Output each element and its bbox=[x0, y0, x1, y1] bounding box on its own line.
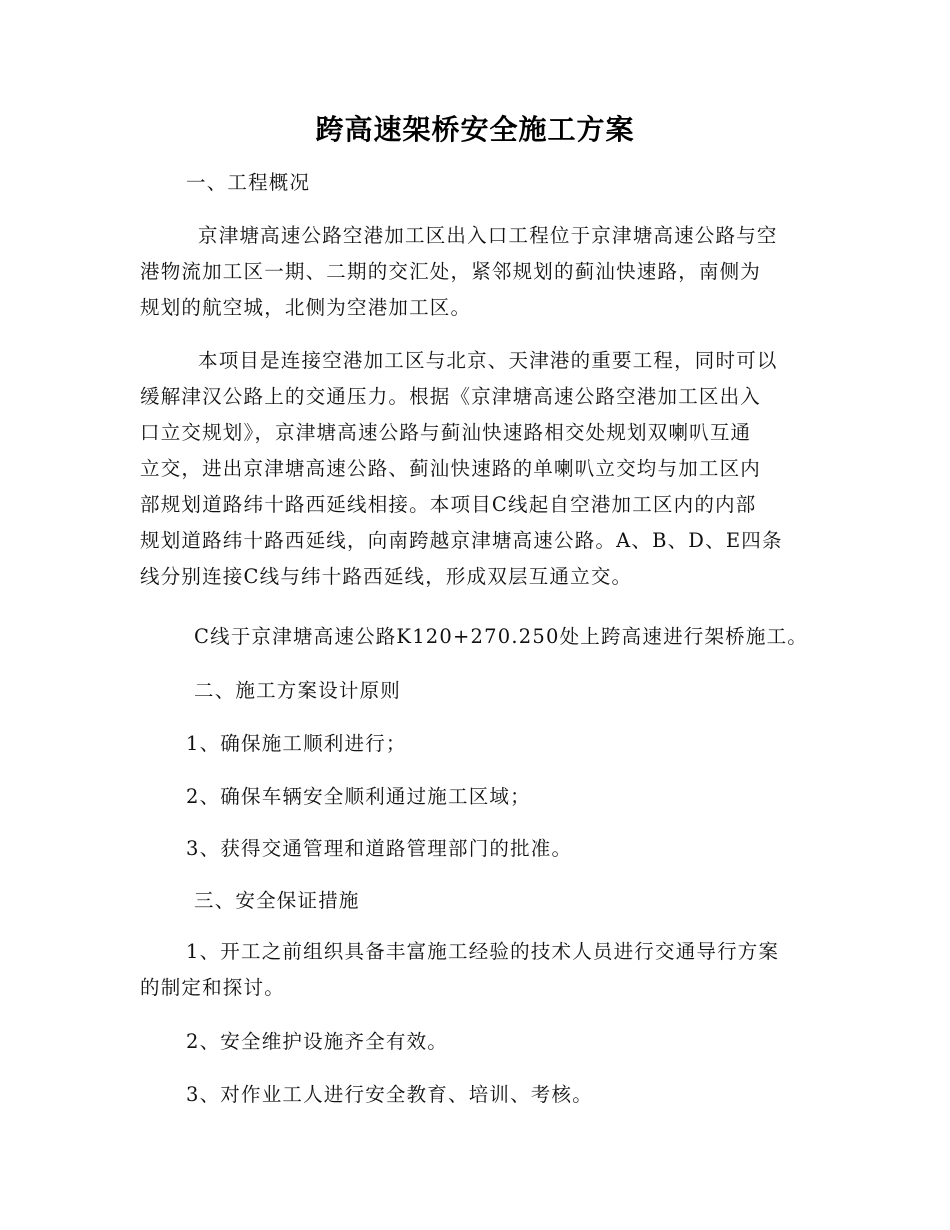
section-2-heading bbox=[194, 673, 862, 709]
section-2-item-3 bbox=[186, 831, 854, 867]
list-item: 3、对作业工人进行安全教育、培训、考核。 bbox=[186, 1083, 593, 1106]
heading-text: 二、施工方案设计原则 bbox=[194, 679, 402, 702]
list-item: 2、安全维护设施齐全有效。 bbox=[186, 1030, 449, 1053]
section-3-item-2 bbox=[186, 1024, 854, 1060]
paragraph-line: 线分别连接C线与纬十路西延线，形成双层互通立交。 bbox=[140, 565, 633, 588]
heading-text: 三、安全保证措施 bbox=[194, 889, 360, 912]
paragraph-line: 立交，进出京津塘高速公路、蓟汕快速路的单喇叭立交均与加工区内 bbox=[140, 457, 762, 480]
list-item: 1、确保施工顺利进行； bbox=[186, 732, 407, 755]
list-item: 1、开工之前组织具备丰富施工经验的技术人员进行交通导行方案 bbox=[186, 940, 780, 963]
section-3-heading bbox=[194, 883, 862, 919]
section-1-paragraph-1 bbox=[140, 218, 808, 326]
section-2-item-2 bbox=[186, 779, 854, 815]
paragraph-line: 本项目是连接空港加工区与北京、天津港的重要工程，同时可以 bbox=[198, 349, 778, 372]
paragraph-line: 部规划道路纬十路西延线相接。本项目C线起自空港加工区内的内部 bbox=[140, 493, 757, 516]
section-1-paragraph-3 bbox=[194, 619, 862, 655]
heading-text: 一、工程概况 bbox=[186, 171, 311, 194]
section-3-item-1 bbox=[140, 934, 808, 1006]
paragraph-line: 口立交规划》，京津塘高速公路与蓟汕快速路相交处规划双喇叭互通 bbox=[140, 421, 752, 444]
list-item: 2、确保车辆安全顺利通过施工区域； bbox=[186, 785, 531, 808]
paragraph-line: 规划的航空城，北侧为空港加工区。 bbox=[140, 296, 472, 319]
section-1-heading bbox=[186, 165, 854, 201]
list-item: 的制定和探讨。 bbox=[140, 976, 285, 999]
paragraph-line: 京津塘高速公路空港加工区出入口工程位于京津塘高速公路与空 bbox=[198, 224, 778, 247]
paragraph-line: C线于京津塘高速公路K120+270.250处上跨高速进行架桥施工。 bbox=[194, 625, 808, 648]
paragraph-line: 缓解津汉公路上的交通压力。根据《京津塘高速公路空港加工区出入 bbox=[140, 385, 762, 408]
section-2-item-1 bbox=[186, 726, 854, 762]
list-item: 3、获得交通管理和道路管理部门的批准。 bbox=[186, 837, 573, 860]
section-3-item-3 bbox=[186, 1077, 854, 1113]
document-title: 跨高速架桥安全施工方案 bbox=[315, 113, 635, 146]
paragraph-line: 港物流加工区一期、二期的交汇处，紧邻规划的蓟汕快速路，南侧为 bbox=[140, 260, 762, 283]
section-1-paragraph-2 bbox=[140, 343, 808, 595]
paragraph-line: 规划道路纬十路西延线，向南跨越京津塘高速公路。A、B、D、E四条 bbox=[140, 529, 783, 552]
